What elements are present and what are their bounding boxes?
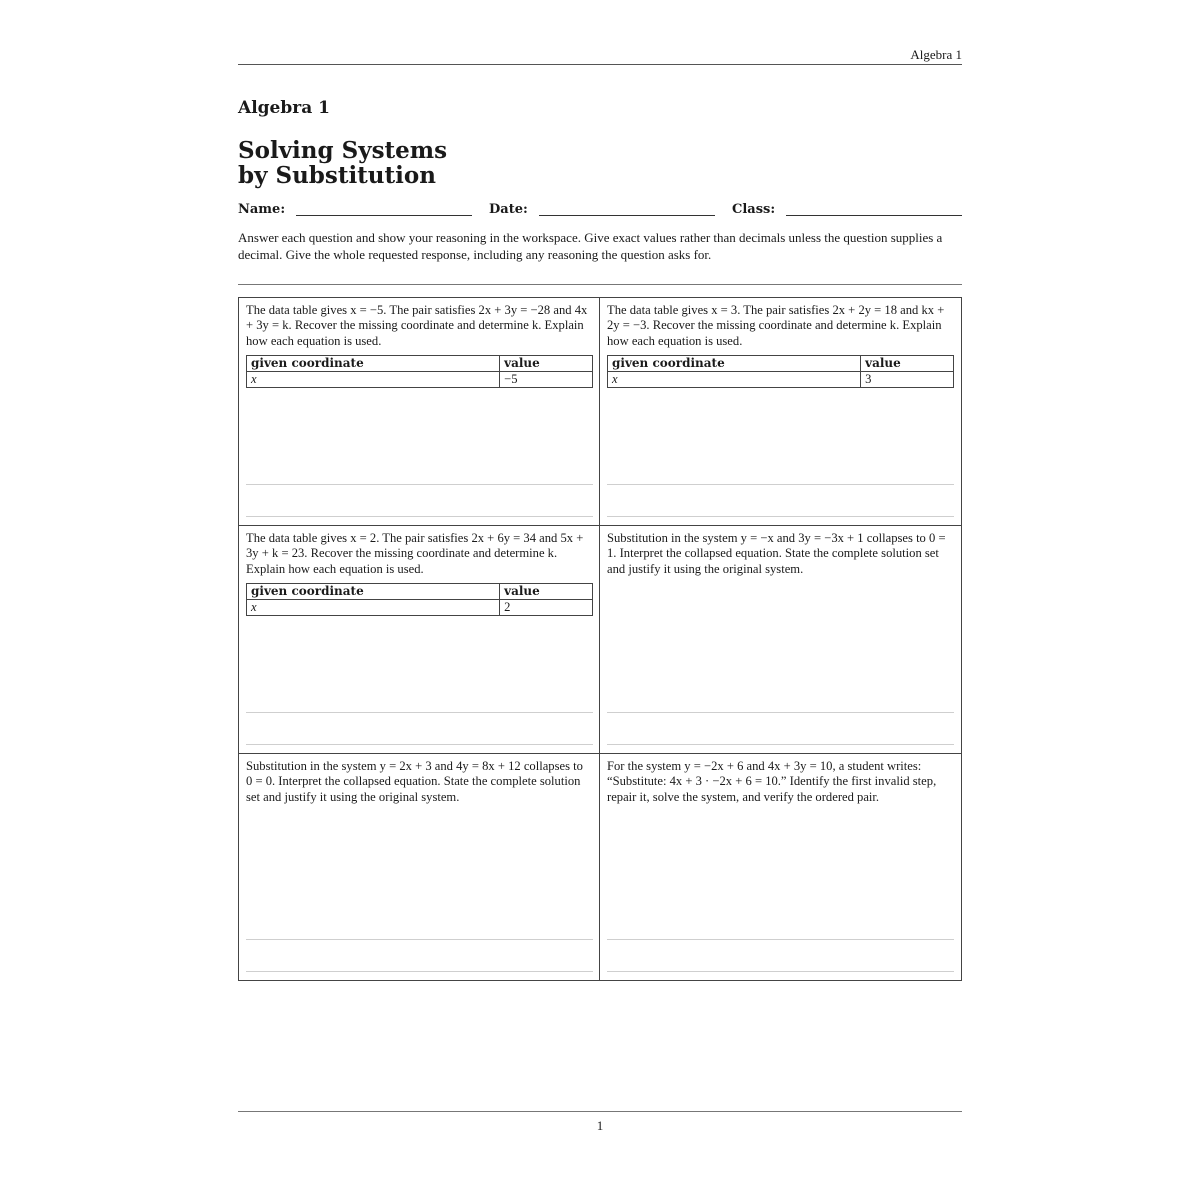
class-field[interactable]: [786, 215, 962, 216]
data-table: [607, 355, 954, 388]
worksheet-page: [238, 0, 962, 1200]
answer-line[interactable]: [607, 712, 954, 713]
answer-line[interactable]: [246, 484, 593, 485]
table-row: [247, 600, 593, 616]
table-cell: x: [247, 372, 500, 388]
question-prompt: The data table gives x = 2. The pair satisfies 2x + 6y = 34 and 5x + 3y + k = 23. Recover the missing coordinate and determine k. Explain how each equation is used.: [246, 531, 584, 576]
page-number: 1: [596, 1118, 604, 1133]
date-label: Date:: [489, 202, 528, 217]
answer-line[interactable]: [246, 971, 593, 972]
answer-line[interactable]: [607, 971, 954, 972]
table-cell: 3: [861, 372, 954, 388]
name-field[interactable]: [296, 215, 472, 216]
footer-divider: [238, 1111, 962, 1112]
question-prompt: Substitution in the system y = 2x + 3 and 4y = 8x + 12 collapses to 0 = 0. Interpret the collapsed equation. State the complete solution set and justify it using the original system.: [246, 759, 583, 804]
course-name: Algebra 1: [238, 98, 330, 118]
data-table: [246, 583, 593, 616]
answer-line[interactable]: [607, 516, 954, 517]
table-header: value: [500, 584, 593, 600]
table-row: [608, 372, 954, 388]
name-label: Name:: [238, 202, 286, 217]
student-info-row: [238, 202, 962, 222]
table-header: given coordinate: [608, 356, 861, 372]
running-header: Algebra 1: [238, 47, 962, 65]
table-cell: x: [608, 372, 861, 388]
answer-line[interactable]: [607, 484, 954, 485]
question-grid: [238, 297, 962, 981]
table-row: [247, 372, 593, 388]
answer-line[interactable]: [246, 744, 593, 745]
table-cell: 2: [500, 600, 593, 616]
question-cell-4: [600, 526, 961, 754]
title-line-1: Solving Systems: [238, 137, 448, 164]
instructions: Answer each question and show your reasoning in the workspace. Give exact values rather than decimals unless the question supplies a decimal. Give the whole requested response, including any reasoning the question asks for.: [238, 230, 943, 262]
table-header: given coordinate: [247, 584, 500, 600]
answer-line[interactable]: [607, 744, 954, 745]
question-cell-5: [239, 754, 600, 980]
data-table: [246, 355, 593, 388]
question-cell-6: [600, 754, 961, 980]
answer-line[interactable]: [246, 516, 593, 517]
question-prompt: The data table gives x = −5. The pair satisfies 2x + 3y = −28 and 4x + 3y = k. Recover the missing coordinate and determine k. Explain how each equation is used.: [246, 303, 588, 348]
table-cell: −5: [500, 372, 593, 388]
question-cell-3: [239, 526, 600, 754]
title-line-2: by Substitution: [238, 162, 436, 189]
answer-line[interactable]: [246, 939, 593, 940]
worksheet-title: [238, 138, 447, 188]
class-label: Class:: [732, 202, 776, 217]
question-prompt: The data table gives x = 3. The pair satisfies 2x + 2y = 18 and kx + 2y = −3. Recover the missing coordinate and determine k. Explain how each equation is used.: [607, 303, 945, 348]
question-prompt: For the system y = −2x + 6 and 4x + 3y = 10, a student writes: “Substitute: 4x + 3 · −2x + 6 = 10.” Identify the first invalid step, repair it, solve the system, and verify the ordered pair.: [607, 759, 937, 804]
question-cell-1: [239, 298, 600, 526]
question-cell-2: [600, 298, 961, 526]
answer-line[interactable]: [246, 712, 593, 713]
table-header: value: [861, 356, 954, 372]
table-header: given coordinate: [247, 356, 500, 372]
section-divider: [238, 284, 962, 285]
table-header: value: [500, 356, 593, 372]
table-cell: x: [247, 600, 500, 616]
question-prompt: Substitution in the system y = −x and 3y = −3x + 1 collapses to 0 = 1. Interpret the collapsed equation. State the complete solution set and justify it using the original system.: [607, 531, 946, 576]
date-field[interactable]: [539, 215, 715, 216]
answer-line[interactable]: [607, 939, 954, 940]
